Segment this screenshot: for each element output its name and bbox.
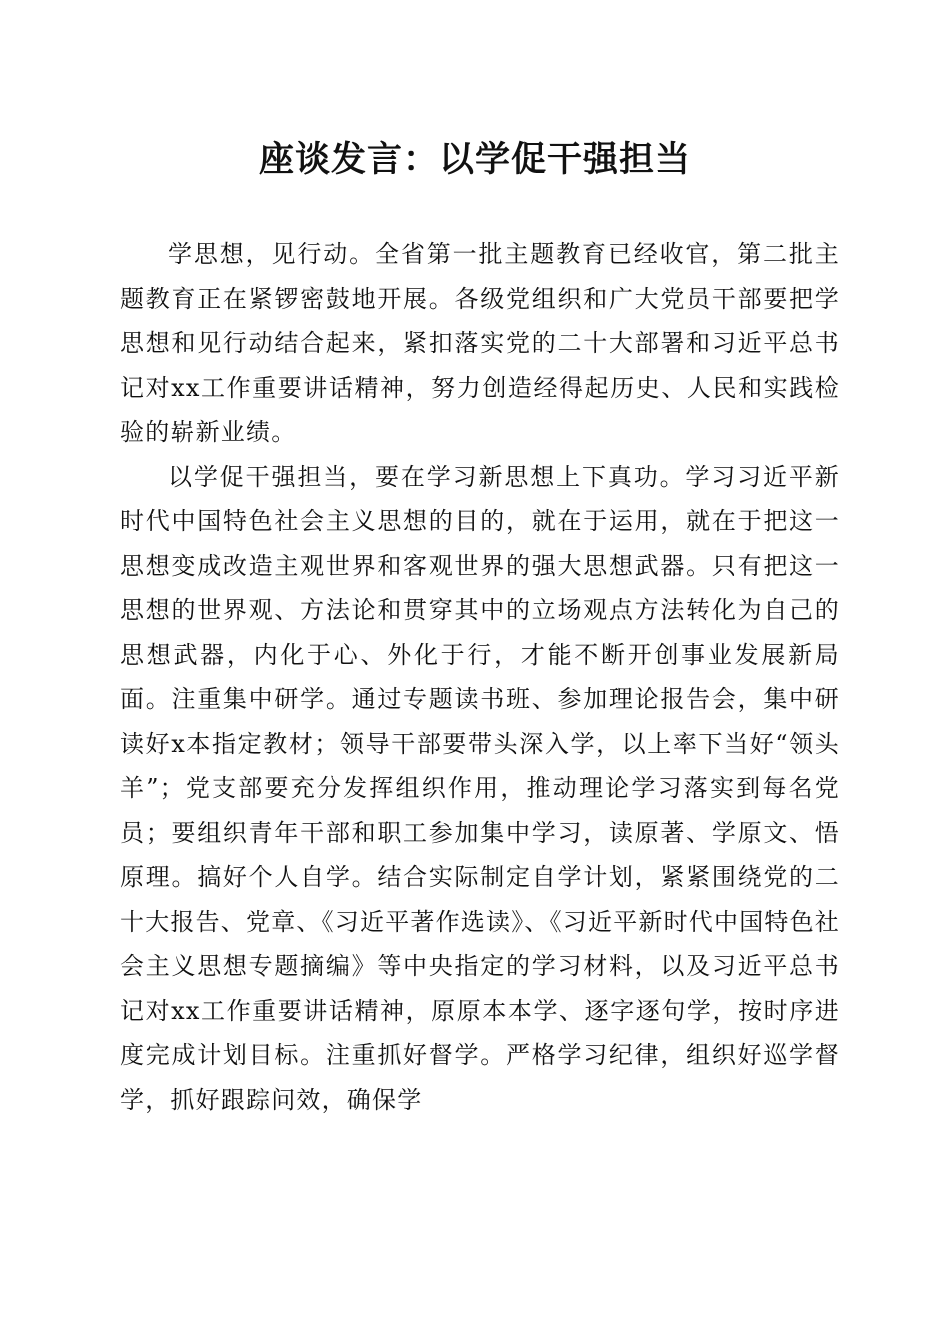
paragraph-2: 以学促干强担当，要在学习新思想上下真功。学习习近平新时代中国特色社会主义思想的目的，就在于运用，就在于把这一思想变成改造主观世界和客观世界的强大思想武器。只有把这一思想的世界观、方法论和贯穿其中的立场观点方法转化为自己的思想武器，内化于心、外化于行，才能不断开创事业发展新局面。注重集中研学。通过专题读书班、参加理论报告会，集中研读好x本指定教材；领导干部要带头深入学，以上率下当好“领头羊”；党支部要充分发挥组织作用，推动理论学习落实到每名党员；要组织青年干部和职工参加集中学习，读原著、学原文、悟原理。搞好个人自学。结合实际制定自学计划，紧紧围绕党的二十大报告、党章、《习近平著作选读》、《习近平新时代中国特色社会主义思想专题摘编》等中央指定的学习材料，以及习近平总书记对xx工作重要讲话精神，原原本本学、逐字逐句学，按时序进度完成计划目标。注重抓好督学。严格学习纪律，组织好巡学督学，抓好跟踪问效，确保学 xyxy=(120,462,840,1114)
document-body xyxy=(120,232,840,1122)
paragraph-1: 学思想，见行动。全省第一批主题教育已经收官，第二批主题教育正在紧锣密鼓地开展。各级党组织和广大党员干部要把学思想和见行动结合起来，紧扣落实党的二十大部署和习近平总书记对xx工作重要讲话精神，努力创造经得起历史、人民和实践检验的崭新业绩。 xyxy=(120,240,840,446)
document-title: 座谈发言：以学促干强担当 xyxy=(258,139,691,180)
